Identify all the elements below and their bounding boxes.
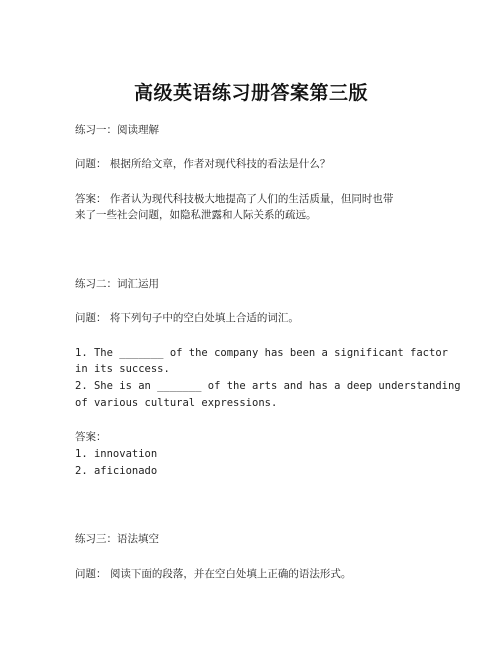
section1-answer-line1: 答案： 作者认为现代科技极大地提高了人们的生活质量，但同时也带 <box>75 193 394 205</box>
section2-item1-line1: 1. The _______ of the company has been a significant factor <box>75 347 448 359</box>
section2-item2-line1: 2. She is an _______ of the arts and has a deep understanding <box>75 380 461 392</box>
section2-item1-line2: in its success. <box>75 363 170 375</box>
section2-heading: 练习二：词汇运用 <box>75 278 159 290</box>
section3-heading: 练习三：语法填空 <box>75 533 159 545</box>
document-title: 高级英语练习册答案第三版 <box>133 82 368 104</box>
section2-answer2: 2. aficionado <box>75 465 158 477</box>
section2-item2-line2: of various cultural expressions. <box>75 397 278 409</box>
section1-heading: 练习一：阅读理解 <box>75 124 159 136</box>
section3-question: 问题： 阅读下面的段落，并在空白处填上正确的语法形式。 <box>75 568 352 580</box>
section2-answer-label: 答案： <box>75 431 107 443</box>
section1-answer-line2: 来了一些社会问题，如隐私泄露和人际关系的疏远。 <box>75 209 317 221</box>
section2-answer1: 1. innovation <box>75 448 158 460</box>
section2-question: 问题： 将下列句子中的空白处填上合适的词汇。 <box>75 312 299 324</box>
section1-question: 问题： 根据所给文章，作者对现代科技的看法是什么？ <box>75 158 331 170</box>
